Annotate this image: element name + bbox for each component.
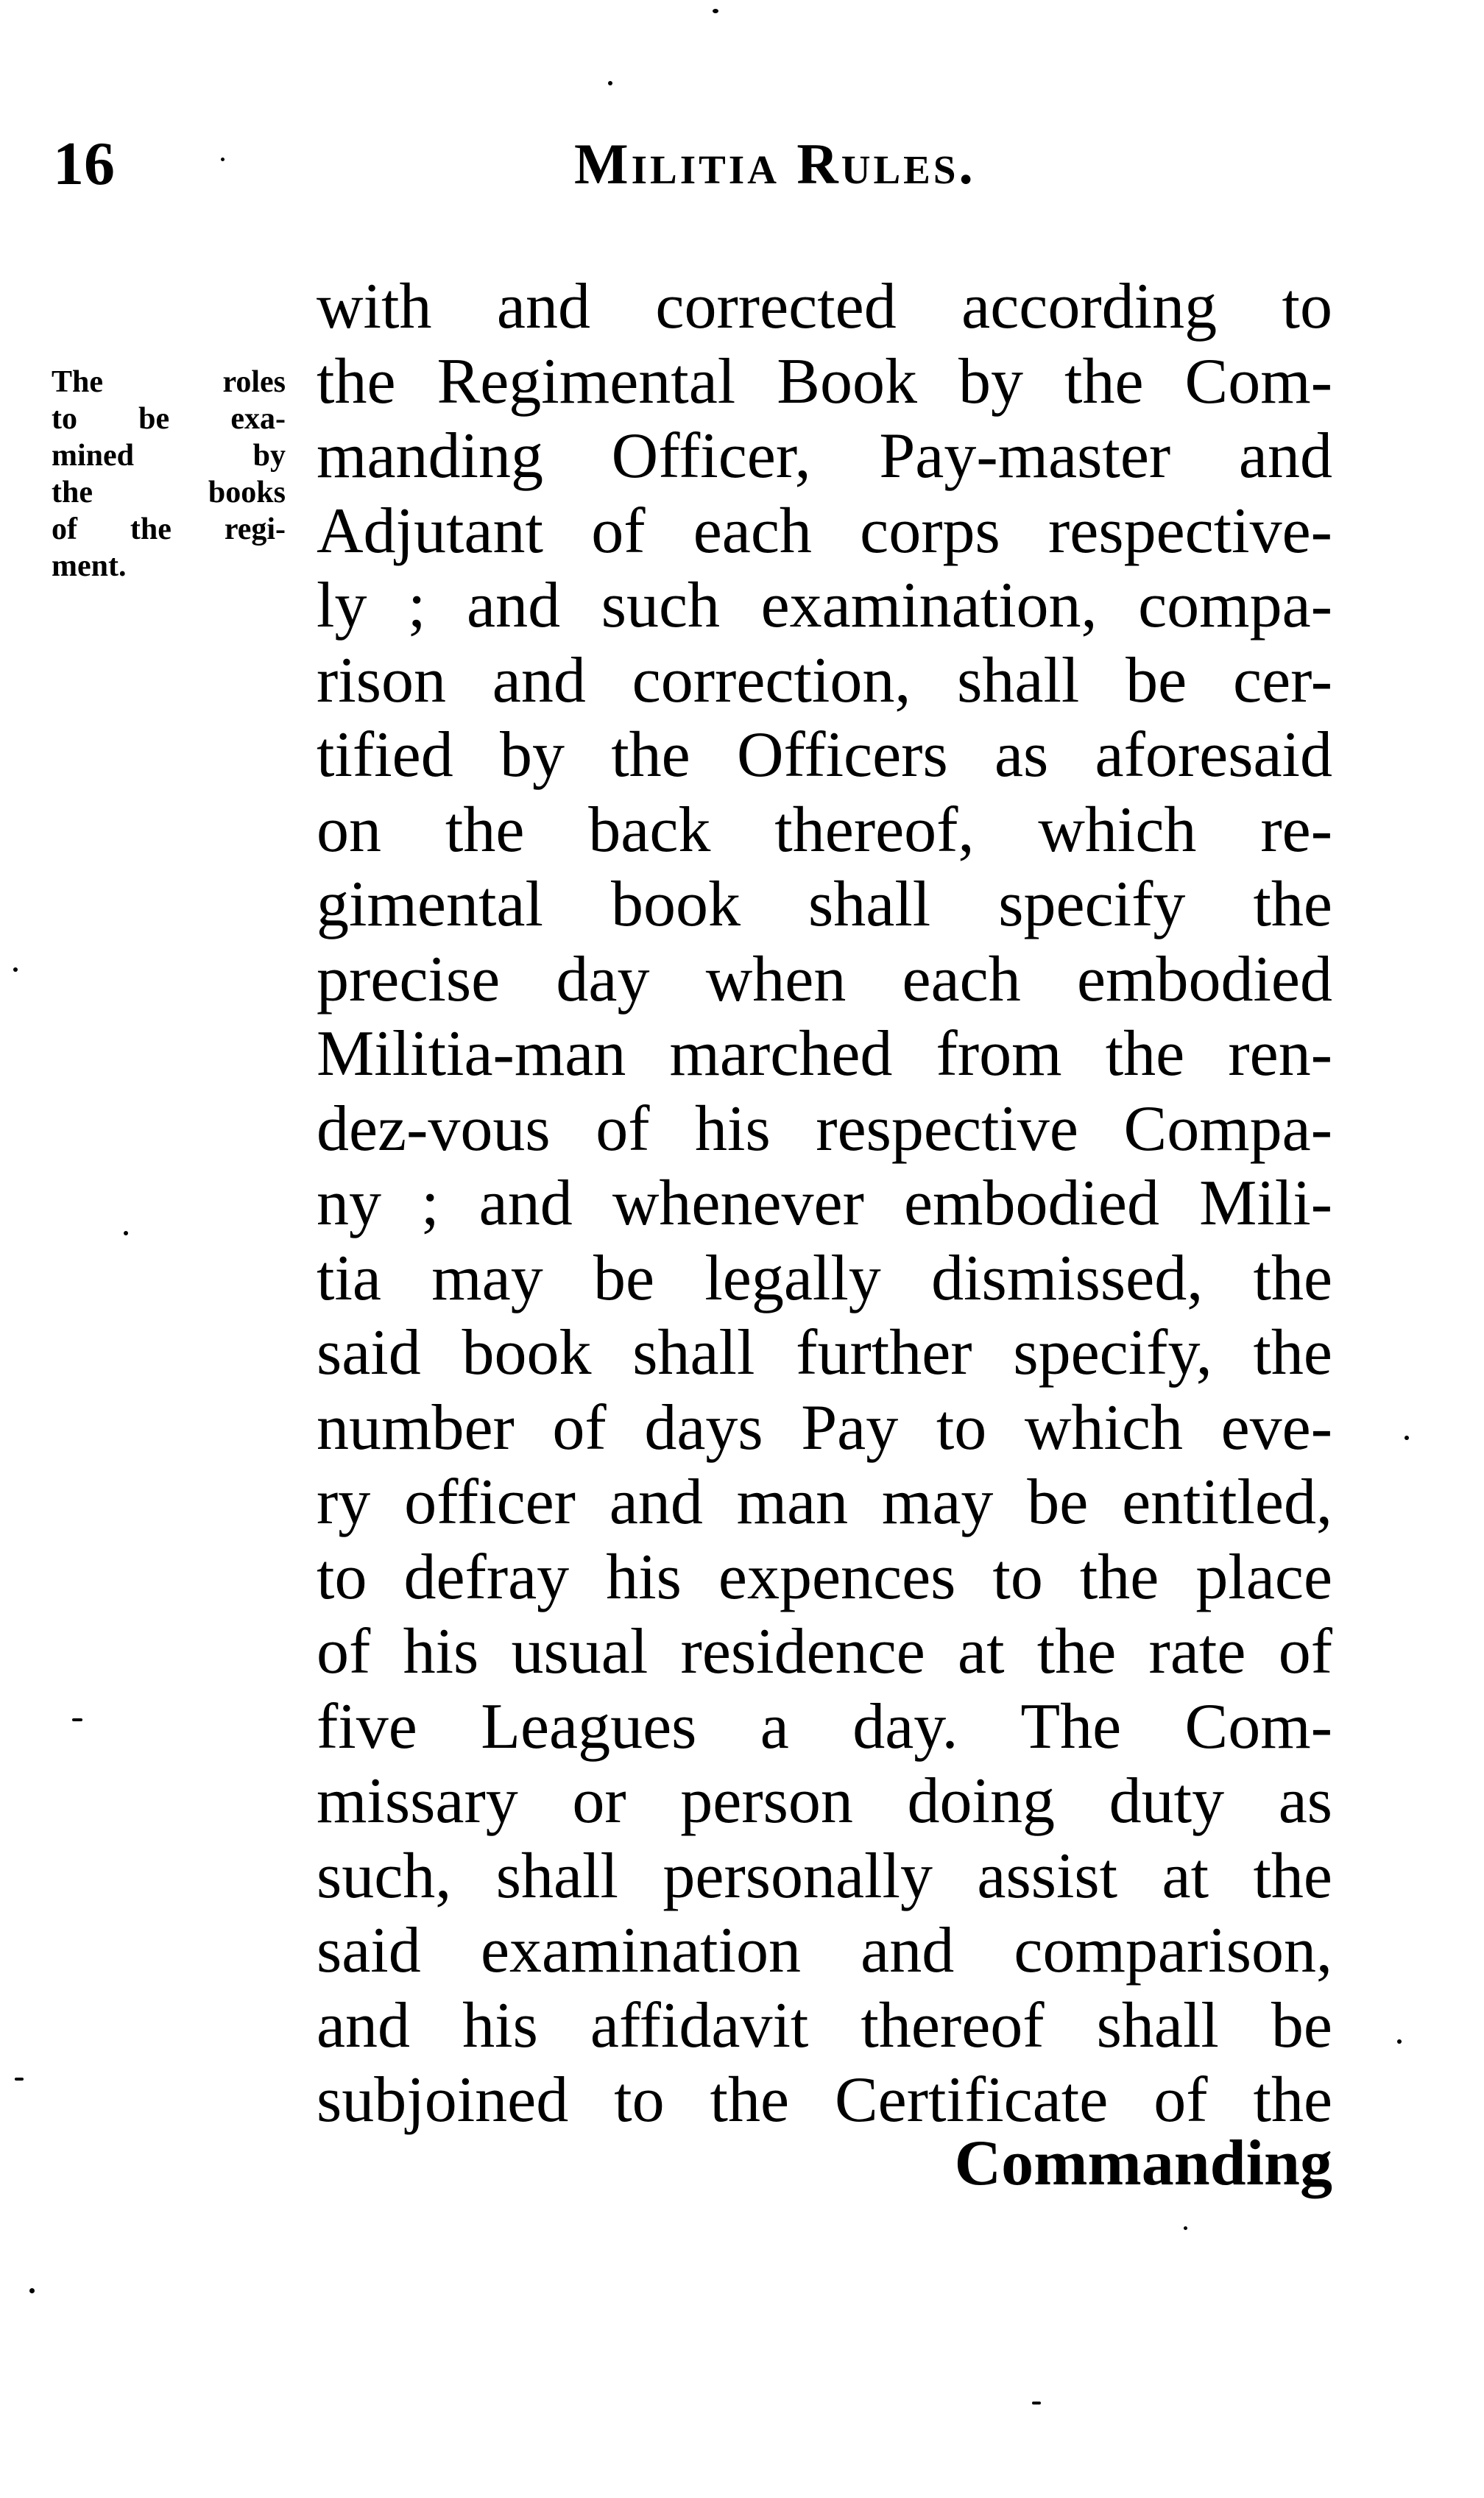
body-line: tia may be legally dismissed, the xyxy=(317,1242,1332,1314)
body-line: number of days Pay to which eve- xyxy=(317,1391,1332,1464)
body-line: and his affidavit thereof shall be xyxy=(317,1989,1332,2061)
body-line: missary or person doing duty as xyxy=(317,1765,1332,1837)
scan-speck xyxy=(72,1718,82,1721)
margin-note-line: The roles xyxy=(52,365,286,399)
catchword: Commanding xyxy=(954,2128,1332,2199)
body-line: subjoined to the Certificate of the xyxy=(317,2064,1332,2136)
body-line: manding Officer, Pay-master and xyxy=(317,420,1332,492)
body-line: Militia-man marched from the ren- xyxy=(317,1018,1332,1090)
running-head xyxy=(0,124,1484,205)
body-line: rison and correction, shall be cer- xyxy=(317,644,1332,716)
body-line: ny ; and whenever embodied Mili- xyxy=(317,1168,1332,1239)
body-line: said examination and comparison, xyxy=(317,1915,1332,1986)
scan-speck xyxy=(13,967,18,972)
margin-note-line: the books xyxy=(52,476,286,509)
body-line: ry officer and man may be entitled, xyxy=(317,1467,1332,1538)
page-number: 16 xyxy=(53,130,115,198)
margin-note xyxy=(52,364,286,585)
scan-speck xyxy=(15,2078,24,2081)
body-line: five Leagues a day. The Com- xyxy=(317,1690,1332,1763)
body-line: of his usual residence at the rate of xyxy=(317,1616,1332,1687)
scan-speck xyxy=(1397,2039,1402,2044)
scan-speck xyxy=(713,9,718,13)
body-line: to defray his expences to the place xyxy=(317,1541,1332,1613)
scan-speck xyxy=(124,1231,128,1235)
body-line: dez-vous of his respective Compa- xyxy=(317,1093,1332,1165)
body-text xyxy=(317,269,1332,2138)
body-line: said book shall further specify, the xyxy=(317,1317,1332,1389)
body-line: such, shall personally assist at the xyxy=(317,1840,1332,1912)
body-line: ly ; and such examination, compa- xyxy=(317,570,1332,641)
body-line: on the back thereof, which re- xyxy=(317,794,1332,866)
body-line: precise day when each embodied xyxy=(317,943,1332,1015)
margin-note-line: of the regi- xyxy=(52,512,286,546)
scan-speck xyxy=(221,158,225,161)
catchword-row xyxy=(317,2123,1332,2204)
running-title: Militia Rules. xyxy=(574,132,976,196)
scan-speck xyxy=(29,2288,35,2293)
scan-speck xyxy=(1404,1436,1409,1440)
body-line: Adjutant of each corps respective- xyxy=(317,495,1332,567)
body-line: tified by the Officers as aforesaid xyxy=(317,719,1332,791)
scan-speck xyxy=(608,81,612,85)
body-line: with and corrected according to xyxy=(317,271,1332,342)
margin-note-line: to be exa- xyxy=(52,402,286,436)
scan-speck xyxy=(1184,2226,1187,2230)
body-line: the Regimental Book by the Com- xyxy=(317,345,1332,417)
body-line: gimental book shall specify the xyxy=(317,869,1332,940)
margin-note-line: ment. xyxy=(52,549,127,583)
scan-speck xyxy=(1032,2402,1041,2404)
margin-note-line: mined by xyxy=(52,439,286,473)
